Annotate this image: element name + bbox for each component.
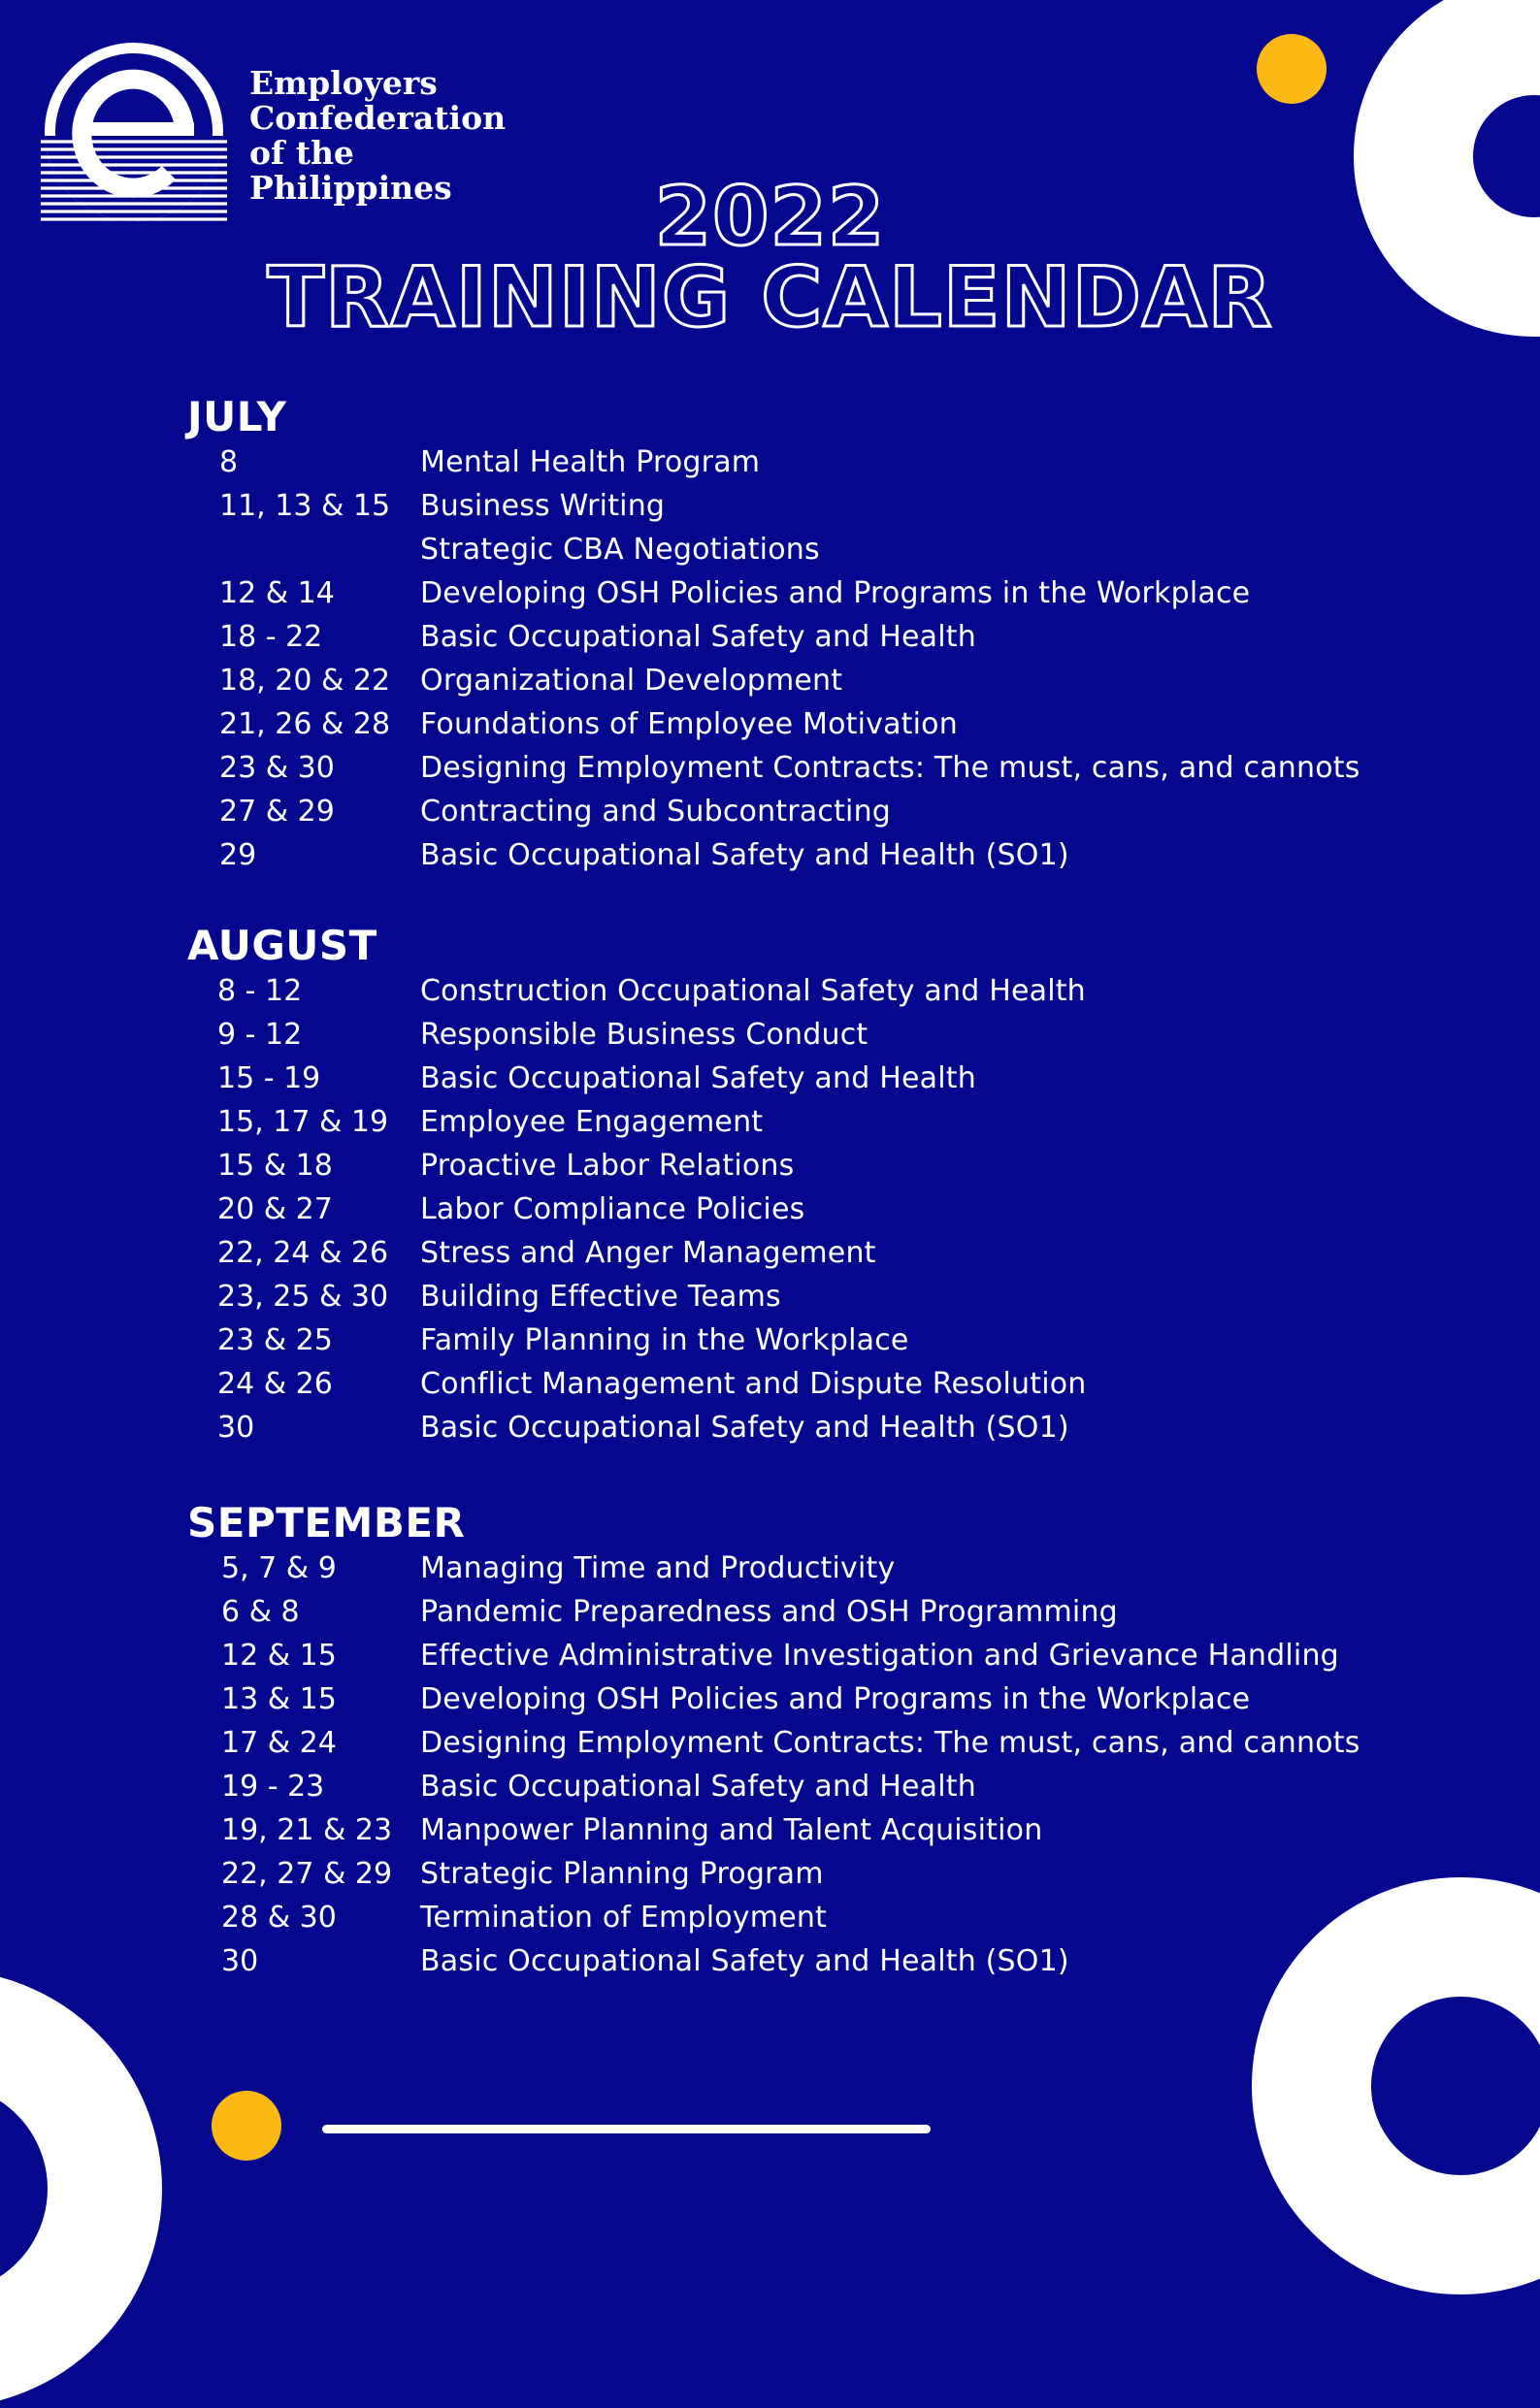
session-course: Basic Occupational Safety and Health xyxy=(420,1770,976,1804)
session-date: 30 xyxy=(221,1944,259,1978)
session-date: 24 & 26 xyxy=(217,1367,333,1401)
session-course: Construction Occupational Safety and Health xyxy=(420,974,1086,1008)
decorative-bottom-line xyxy=(322,2125,931,2133)
month-heading-september: SEPTEMBER xyxy=(187,1499,466,1546)
session-date: 17 & 24 xyxy=(221,1726,337,1760)
session-course: Conflict Management and Dispute Resolution xyxy=(420,1367,1087,1401)
org-name-line: Confederation xyxy=(249,99,507,137)
session-course: Designing Employment Contracts: The must, cans, and cannots xyxy=(420,751,1360,785)
session-date: 23, 25 & 30 xyxy=(217,1280,389,1314)
session-date: 22, 24 & 26 xyxy=(217,1236,389,1270)
session-date: 13 & 15 xyxy=(221,1682,337,1716)
calendar-year: 2022 xyxy=(654,169,886,264)
session-course: Responsible Business Conduct xyxy=(420,1018,868,1052)
session-date: 18, 20 & 22 xyxy=(219,664,391,698)
session-course: Basic Occupational Safety and Health xyxy=(420,620,976,654)
session-date: 18 - 22 xyxy=(219,620,323,654)
session-date: 15 & 18 xyxy=(217,1149,333,1183)
session-course: Basic Occupational Safety and Health (SO1) xyxy=(420,838,1069,872)
session-date: 12 & 15 xyxy=(221,1639,337,1673)
session-course: Effective Administrative Investigation and Grievance Handling xyxy=(420,1639,1339,1673)
session-course: Contracting and Subcontracting xyxy=(420,795,892,829)
session-date: 8 - 12 xyxy=(217,974,303,1008)
session-date: 6 & 8 xyxy=(221,1595,300,1629)
decorative-ring-bottom-right xyxy=(1252,1877,1540,2294)
session-course: Termination of Employment xyxy=(420,1901,828,1935)
session-course: Designing Employment Contracts: The must, cans, and cannots xyxy=(420,1726,1360,1760)
session-course: Strategic Planning Program xyxy=(420,1857,824,1891)
org-name-line: Philippines xyxy=(249,169,452,207)
org-name-line: Employers xyxy=(249,64,438,102)
session-date: 20 & 27 xyxy=(217,1192,333,1226)
session-date: 8 xyxy=(219,445,239,479)
session-date: 23 & 25 xyxy=(217,1323,333,1357)
decorative-dot-top-right xyxy=(1257,34,1327,104)
session-course: Manpower Planning and Talent Acquisition xyxy=(420,1813,1043,1847)
session-course: Family Planning in the Workplace xyxy=(420,1323,909,1357)
session-course: Basic Occupational Safety and Health (SO1) xyxy=(420,1411,1069,1445)
session-date: 11, 13 & 15 xyxy=(219,489,391,523)
month-heading-august: AUGUST xyxy=(187,922,377,969)
session-course: Organizational Development xyxy=(420,664,843,698)
session-course: Basic Occupational Safety and Health (SO1) xyxy=(420,1944,1069,1978)
session-course: Developing OSH Policies and Programs in the Workplace xyxy=(420,576,1251,610)
session-date: 23 & 30 xyxy=(219,751,335,785)
session-date: 29 xyxy=(219,838,257,872)
session-date: 5, 7 & 9 xyxy=(221,1551,337,1585)
session-date: 21, 26 & 28 xyxy=(219,707,391,741)
session-date: 27 & 29 xyxy=(219,795,335,829)
session-course: Labor Compliance Policies xyxy=(420,1192,805,1226)
session-course: Basic Occupational Safety and Health xyxy=(420,1061,976,1095)
session-date: 30 xyxy=(217,1411,255,1445)
session-date: 22, 27 & 29 xyxy=(221,1857,393,1891)
session-course: Employee Engagement xyxy=(420,1105,764,1139)
session-date: 9 - 12 xyxy=(217,1018,303,1052)
session-date: 15 - 19 xyxy=(217,1061,321,1095)
page-title: TRAINING CALENDAR xyxy=(267,249,1273,346)
session-date: 15, 17 & 19 xyxy=(217,1105,389,1139)
month-heading-july: JULY xyxy=(187,393,287,440)
session-course: Pandemic Preparedness and OSH Programming xyxy=(420,1595,1118,1629)
session-course: Building Effective Teams xyxy=(420,1280,781,1314)
decorative-ring-bottom-left xyxy=(0,1969,162,2408)
org-name-line: of the xyxy=(249,134,354,172)
session-date: 19 - 23 xyxy=(221,1770,325,1804)
session-course: Business Writing xyxy=(420,489,666,523)
decorative-dot-bottom-left xyxy=(212,2091,281,2161)
session-course: Strategic CBA Negotiations xyxy=(420,533,820,567)
session-course: Managing Time and Productivity xyxy=(420,1551,896,1585)
session-date: 19, 21 & 23 xyxy=(221,1813,393,1847)
session-course: Stress and Anger Management xyxy=(420,1236,876,1270)
session-course: Developing OSH Policies and Programs in the Workplace xyxy=(420,1682,1251,1716)
session-date: 12 & 14 xyxy=(219,576,335,610)
session-course: Mental Health Program xyxy=(420,445,761,479)
session-course: Foundations of Employee Motivation xyxy=(420,707,958,741)
session-date: 28 & 30 xyxy=(221,1901,337,1935)
session-course: Proactive Labor Relations xyxy=(420,1149,795,1183)
